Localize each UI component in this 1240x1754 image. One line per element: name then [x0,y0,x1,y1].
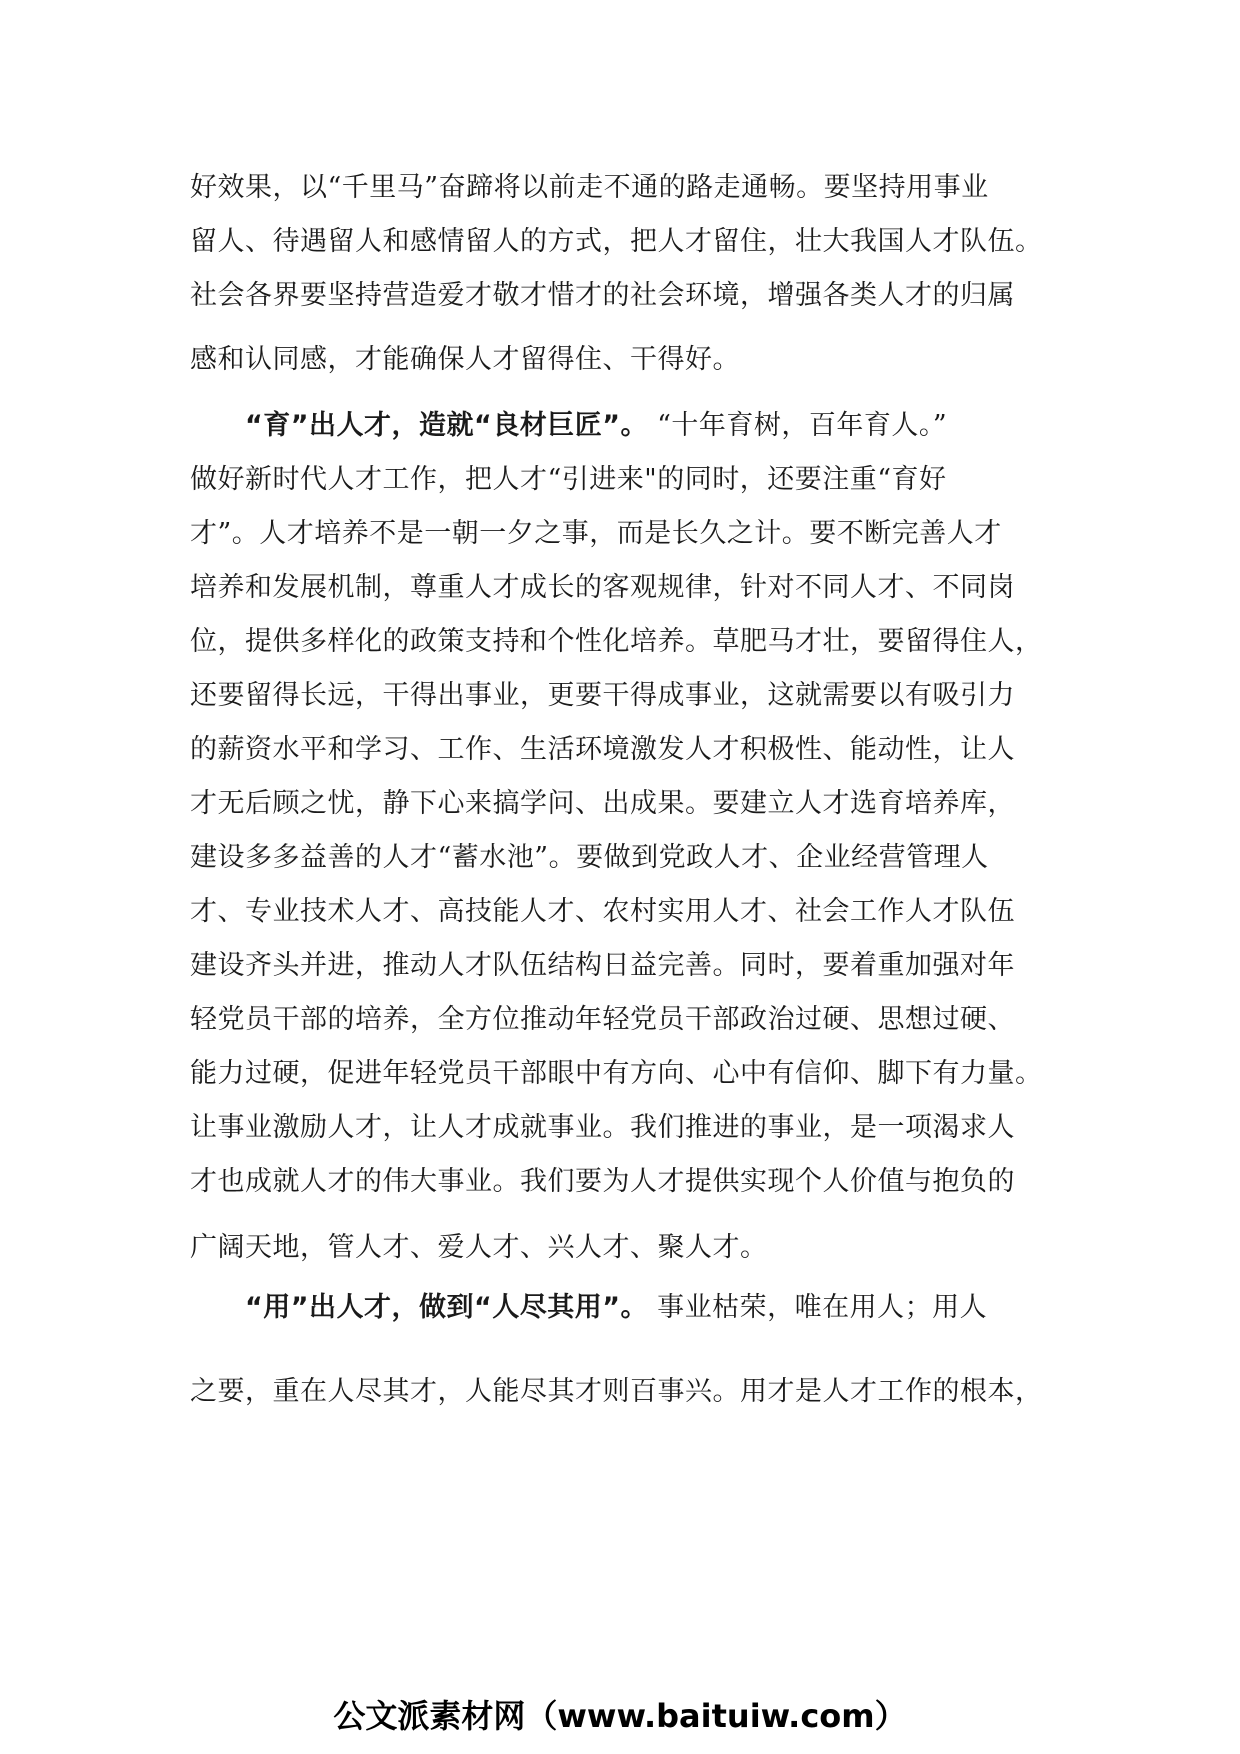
paragraph-line: 好效果，以“千里马”奋蹄将以前走不通的路走通畅。要坚持用事业 [190,172,989,203]
paragraph-line: 能力过硬，促进年轻党员干部眼中有方向、心中有信仰、脚下有力量。 [190,1058,1043,1089]
paragraph-line: 才、专业技术人才、高技能人才、农村实用人才、社会工作人才队伍 [190,896,1015,927]
paragraph-line: 培养和发展机制，尊重人才成长的客观规律，针对不同人才、不同岗 [190,572,1015,603]
section-heading: “育”出人才，造就“良材巨匠”。 [245,410,648,441]
paragraph-line: 让事业激励人才，让人才成就事业。我们推进的事业，是一项渴求人 [190,1112,1015,1143]
paragraph-line: 建设多多益善的人才“蓄水池”。要做到党政人才、企业经营管理人 [190,842,989,873]
paragraph-line: 广阔天地，管人才、爱人才、兴人才、聚人才。 [190,1232,768,1263]
paragraph-line: 建设齐头并进，推动人才队伍结构日益完善。同时，要着重加强对年 [190,950,1015,981]
paragraph-line: 的薪资水平和学习、工作、生活环境激发人才积极性、能动性，让人 [190,734,1015,765]
paragraph-line: 之要，重在人尽其才，人能尽其才则百事兴。用才是人才工作的根本， [190,1376,1043,1407]
footer-watermark: 公文派素材网（www.baituiw.com） [333,1697,907,1735]
paragraph-line: 才也成就人才的伟大事业。我们要为人才提供实现个人价值与抱负的 [190,1166,1015,1197]
section-heading-line: “育”出人才，造就“良材巨匠”。 “十年育树，百年育人。” [245,410,948,441]
section-heading: “用”出人才，做到“人尽其用”。 [245,1292,648,1323]
paragraph-line: 做好新时代人才工作，把人才“引进来"的同时，还要注重“育好 [190,464,947,495]
paragraph-line: 感和认同感，才能确保人才留得住、干得好。 [190,344,740,375]
paragraph-line: 才无后顾之忧，静下心来搞学问、出成果。要建立人才选育培养库， [190,788,1015,819]
paragraph-line: 轻党员干部的培养，全方位推动年轻党员干部政治过硬、思想过硬、 [190,1004,1015,1035]
section-heading-line: “用”出人才，做到“人尽其用”。 事业枯荣，唯在用人；用人 [245,1292,988,1323]
paragraph-line: 留人、待遇留人和感情留人的方式，把人才留住，壮大我国人才队伍。 [190,226,1043,257]
paragraph-line: 社会各界要坚持营造爱才敬才惜才的社会环境，增强各类人才的归属 [190,280,1015,311]
paragraph-line: 位，提供多样化的政策支持和个性化培养。草肥马才壮，要留得住人， [190,626,1043,657]
paragraph-line: 还要留得长远，干得出事业，更要干得成事业，这就需要以有吸引力 [190,680,1015,711]
paragraph-line: 才”。人才培养不是一朝一夕之事，而是长久之计。要不断完善人才 [190,518,1002,549]
